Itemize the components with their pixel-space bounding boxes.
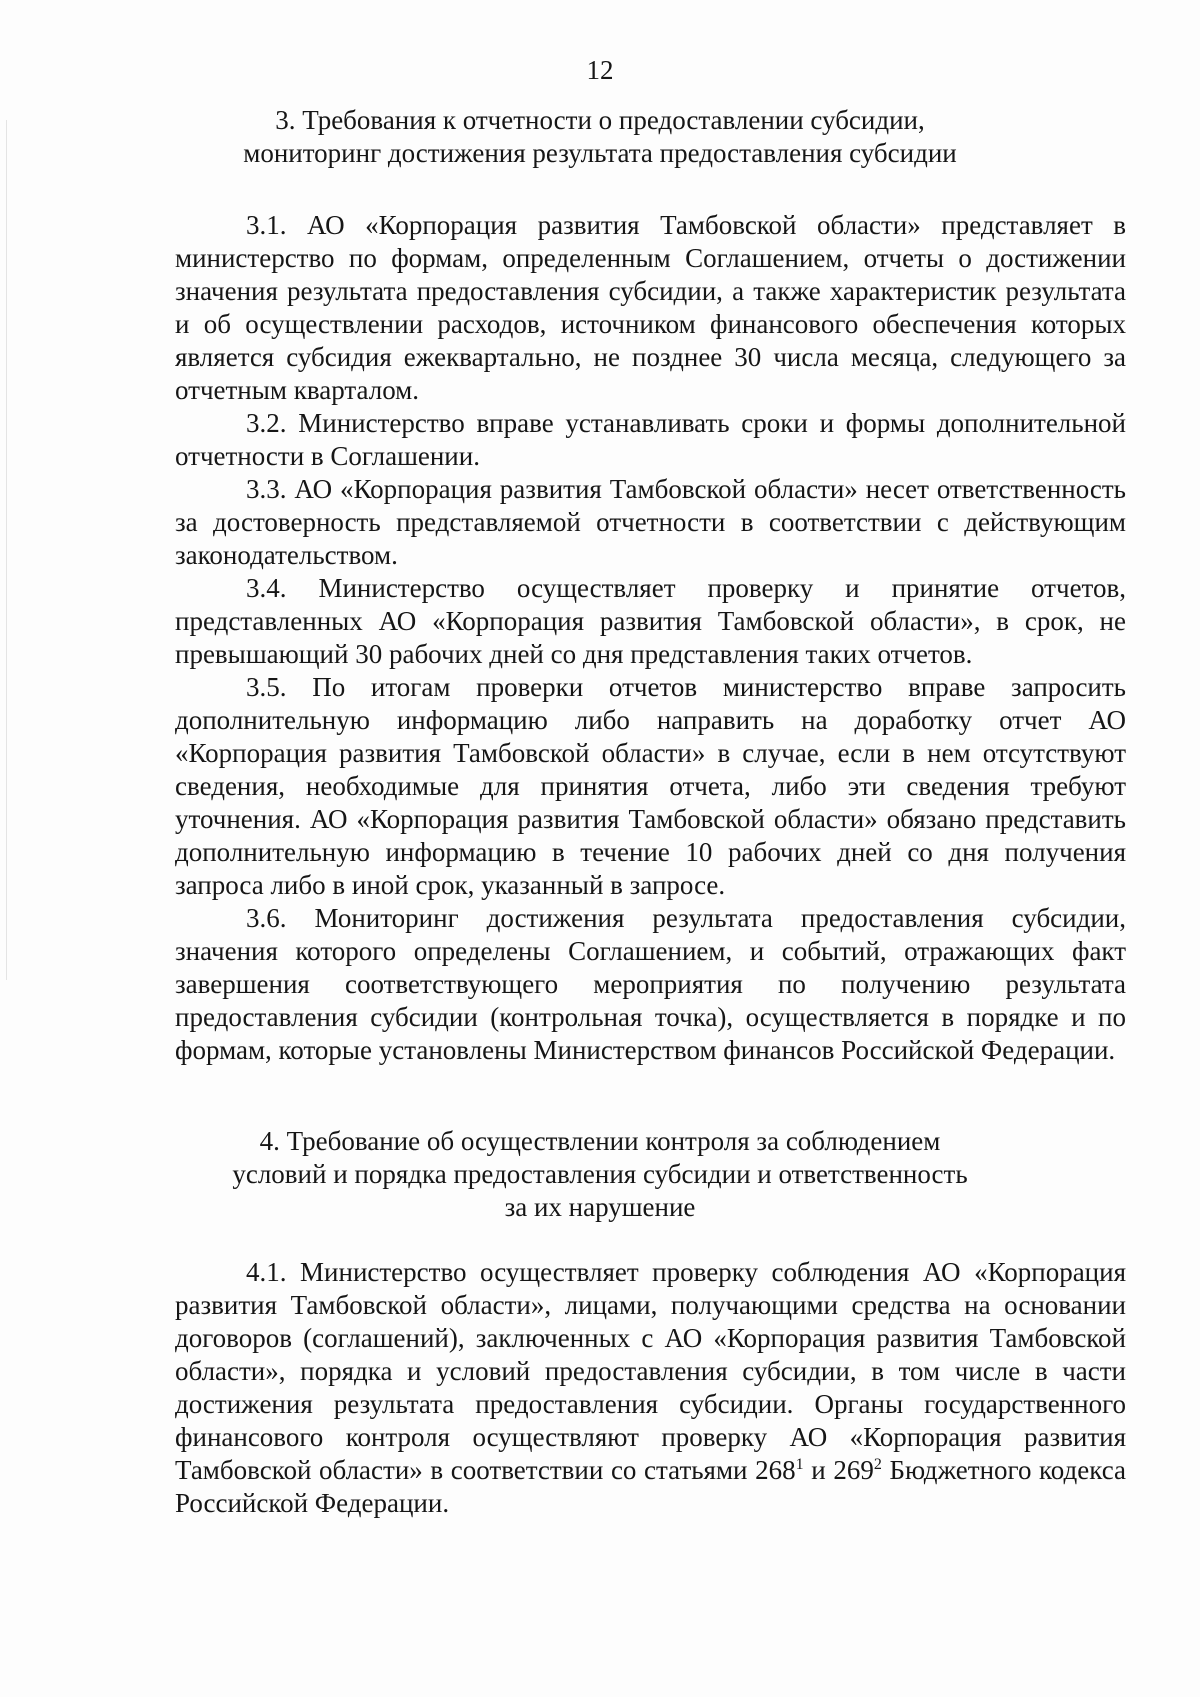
paragraph-4-1 — [175, 1256, 1126, 1520]
section-4-heading — [230, 1125, 970, 1224]
section-4-heading-line: условий и порядка предоставления субсидии и ответственность — [232, 1159, 968, 1189]
paragraph-3-2: 3.2. Министерство вправе устанавливать сроки и формы дополнительной отчетности в Соглашении. — [175, 408, 1126, 471]
article-268-superscript: 1 — [795, 1456, 804, 1473]
article-269-superscript: 2 — [873, 1456, 882, 1473]
paragraph-4-1-text: 4.1. Министерство осуществляет проверку соблюдения АО «Корпорация развития Тамбовской области», лицами, получающими средства на основании договоров (соглашений), заключенных с АО «Корпорация развития Тамбовской области», порядка и условий предоставления субсидии, в том числе в части достижения результата предоставления субсидии. Органы государственного финансового контроля осуществляют проверку АО «Корпорация развития Тамбовской области» в соответствии со статьями — [175, 1257, 1126, 1485]
section-3-heading-line: мониторинг достижения результата предоставления субсидии — [243, 138, 957, 168]
paragraph-4-1-ending: Бюджетного кодекса Российской Федерации. — [175, 1455, 1126, 1518]
paragraph-3-1: 3.1. АО «Корпорация развития Тамбовской области» представляет в министерство по формам, определенным Соглашением, отчеты о достижении значения результата предоставления субсидии, а также характеристик результата и об осуществлении расходов, источником финансового обеспечения которых является субсидия ежеквартально, не позднее 30 числа месяца, следующего за отчетным кварталом. — [175, 210, 1126, 405]
section-4-body — [175, 1256, 1126, 1520]
section-4-heading-line: за их нарушение — [504, 1192, 696, 1222]
section-3-body — [175, 209, 1126, 1067]
conjunction-text: и — [803, 1455, 834, 1485]
section-3-heading — [230, 104, 970, 170]
article-269-number: 269 — [833, 1455, 874, 1485]
article-268-number: 268 — [755, 1455, 796, 1485]
scan-edge-line — [6, 120, 7, 980]
paragraph-3-3: 3.3. АО «Корпорация развития Тамбовской области» несет ответственность за достоверность представляемой отчетности в соответствии с действующим законодательством. — [175, 474, 1126, 570]
paragraph-3-6: 3.6. Мониторинг достижения результата предоставления субсидии, значения которого определены Соглашением, и событий, отражающих факт завершения соответствующего мероприятия по получению результата предоставления субсидии (контрольная точка), осуществляется в порядке и по формам, которые установлены Министерством финансов Российской Федерации. — [175, 903, 1126, 1065]
page-number: 12 — [586, 55, 614, 85]
section-4-heading-line: 4. Требование об осуществлении контроля за соблюдением — [259, 1126, 941, 1156]
paragraph-3-4: 3.4. Министерство осуществляет проверку и принятие отчетов, представленных АО «Корпорация развития Тамбовской области», в срок, не превышающий 30 рабочих дней со дня представления таких отчетов. — [175, 573, 1126, 669]
paragraph-3-5: 3.5. По итогам проверки отчетов министерство вправе запросить дополнительную информацию либо направить на доработку отчет АО «Корпорация развития Тамбовской области» в случае, если в нем отсутствуют сведения, необходимые для принятия отчета, либо эти сведения требуют уточнения. АО «Корпорация развития Тамбовской области» обязано представить дополнительную информацию в течение 10 рабочих дней со дня получения запроса либо в иной срок, указанный в запросе. — [175, 672, 1126, 900]
section-3-heading-line: 3. Требования к отчетности о предоставлении субсидии, — [275, 105, 925, 135]
